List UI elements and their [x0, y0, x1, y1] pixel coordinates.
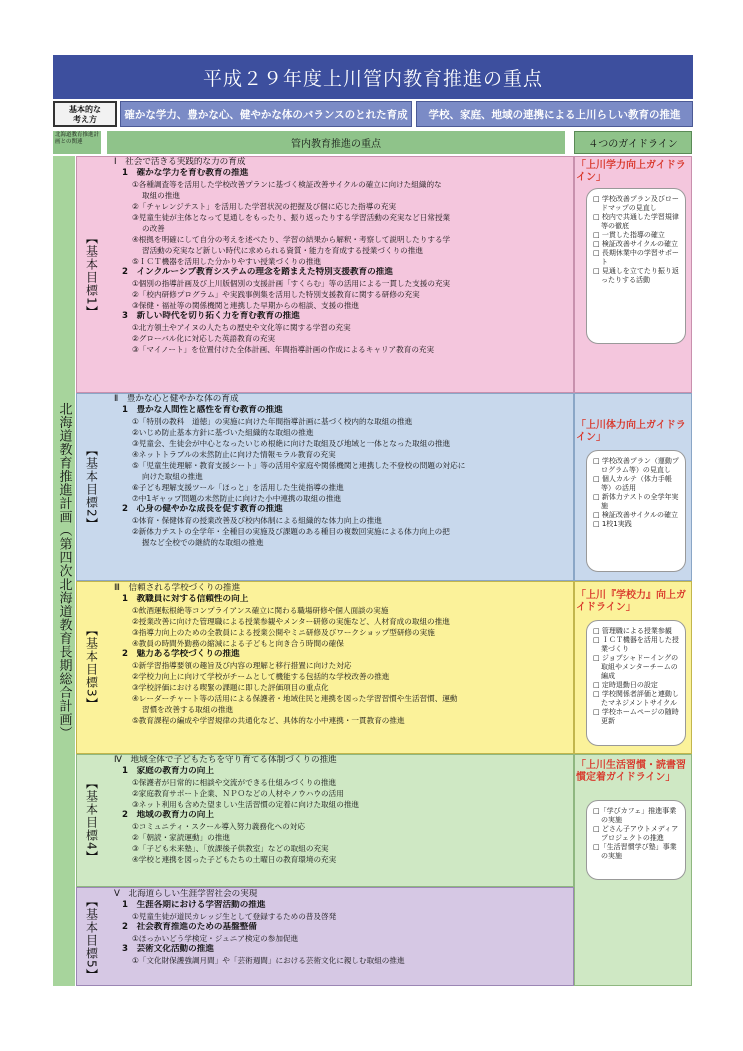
guideline-item: □ 1校1実践 — [593, 520, 632, 528]
basic-goal-3-label: 【基本目標3】 — [84, 623, 99, 711]
subsection-heading: 2 地域の教育力の向上 — [122, 810, 214, 820]
section-5-content — [108, 889, 573, 966]
item-text: ②グローバル化に対応した英語教育の充実 — [132, 334, 276, 343]
basic-goal-1-label: 【基本目標1】 — [84, 231, 99, 319]
section-4-content — [108, 755, 573, 865]
item-text: ②いじめ防止基本方針に基づいた組織的な取組の推進 — [132, 428, 314, 437]
plan-relation-header: 北海道教育推進計画との関連 — [53, 131, 101, 154]
item-text: ①「特別の教科 道徳」の実施に向けた年間指導計画に基づく校内的な取組の推進 — [132, 417, 413, 426]
section-2-content — [108, 394, 573, 548]
page-title: 平成２９年度上川管内教育推進の重点 — [53, 55, 693, 99]
item-text: ③児童生徒が主体となって見通しをもったり、振り返ったりする学習活動の充実など日常授業 — [132, 213, 451, 222]
guideline-item: □ 新体力テストの全学年実施 — [593, 493, 679, 510]
item-text: ②新体力テストの全学年・全種目の実施及び課題のある種目の複数回実施による体力向上の把 — [132, 527, 450, 536]
item-text: 習慣を改善する取組の推進 — [142, 705, 234, 714]
item-text: ①コミュニティ・スクール導入努力義務化への対応 — [132, 822, 305, 831]
item-text: ③学校評価における喫緊の課題に即した評価項目の重点化 — [132, 683, 329, 692]
item-text: ②「朝読・家読運動」の推進 — [132, 833, 230, 842]
section-heading: Ⅳ 地域全体で子どもたちを守り育てる体制づくりの推進 — [114, 755, 337, 765]
subsection-heading: 2 社会教育推進のための基盤整備 — [122, 922, 257, 932]
section-heading: Ⅱ 豊かな心と健やかな体の育成 — [114, 394, 239, 404]
guideline-2-box — [586, 450, 686, 572]
basic-goal-2-label: 【基本目標2】 — [84, 444, 99, 531]
guideline-2-title: 「上川体力向上ガイドライン」 — [576, 420, 686, 443]
item-text: ④学校と連携を図った子どもたちの土曜日の教育環境の充実 — [132, 855, 337, 864]
guideline-item: □ 個人カルテ（体力手帳等）の活用 — [593, 475, 672, 492]
item-text: ①各種調査等を活用した学校改善プランに基づく検証改善サイクルの確立に向けた組織的な — [132, 180, 442, 189]
guideline-item: □ 学校改善プラン及びロードマップの見直し — [593, 195, 679, 212]
banner-community-collaboration: 学校、家庭、地域の連携による上川らしい教育の推進 — [416, 101, 693, 127]
item-text: ⑤「児童生徒理解・教育支援シート」等の活用や家庭や関係機関と連携した不登校の問題の対応に — [132, 461, 466, 470]
item-text: 取組の推進 — [142, 191, 180, 200]
basic-label-line1: 基本的な — [69, 105, 101, 114]
subsection-heading: 3 芸術文化活動の推進 — [122, 944, 214, 954]
guideline-item: □ 学校ホームページの随時更新 — [593, 708, 679, 725]
item-text: ⑤ＩＣＴ機器を活用した分かりやすい授業づくりの推進 — [132, 257, 322, 266]
subsection-heading: 1 家庭の教育力の向上 — [122, 766, 214, 776]
guideline-item: □ 定時退勤日の設定 — [593, 681, 658, 689]
subsection-heading: 2 心身の健やかな成長を促す教育の推進 — [122, 504, 283, 514]
guideline-item: □ どさん子アウトメディアプロジェクトの推進 — [593, 825, 679, 842]
guideline-3-box — [586, 620, 686, 746]
item-text: ④根拠を明確にして自分の考えを述べたり、学習の結果から解釈・考察して説明したりする学 — [132, 235, 451, 244]
guideline-item: □ 検証改善サイクルの確立 — [593, 240, 678, 248]
main-column-header: 管内教育推進の重点 — [107, 131, 565, 154]
item-text: ⑤教育課程の編成や学習規律の共通化など、具体的な小中連携・一貫教育の推進 — [132, 716, 405, 725]
item-text: ④ネットトラブルの未然防止に向けた情報モラル教育の充実 — [132, 450, 336, 459]
item-text: ⑥子ども理解支援ツール「ほっと」を活用した生徒指導の推進 — [132, 483, 344, 492]
item-text: ①北方領土やアイヌの人たちの歴史や文化等に関する学習の充実 — [132, 323, 351, 332]
subsection-heading: 1 豊かな人間性と感性を育む教育の推進 — [122, 405, 283, 415]
item-text: ①児童生徒が道民カレッジ生として登録するための普及啓発 — [132, 912, 337, 921]
item-text: ③ネット利用も含めた望ましい生活習慣の定着に向けた取組の推進 — [132, 800, 360, 809]
guideline-1-box — [586, 188, 686, 344]
guideline-4-title: 「上川生活習慣・読書習慣定着ガイドライン」 — [576, 760, 686, 783]
subsection-heading: 1 確かな学力を育む教育の推進 — [122, 168, 249, 178]
subsection-heading: 3 新しい時代を切り拓く力を育む教育の推進 — [122, 311, 300, 321]
item-text: ①「文化財保護強調月間」や「芸術週間」における芸術文化に親しむ取組の推進 — [132, 956, 405, 965]
section-heading: Ⅲ 信頼される学校づくりの推進 — [114, 583, 241, 593]
subsection-heading: 2 インクルーシブ教育システムの理念を踏まえた特別支援教育の推進 — [122, 267, 393, 277]
item-text: の改善 — [142, 224, 165, 233]
hokkaido-plan-title: 北海道教育推進計画（第四次北海道教育長期総合計画） — [56, 402, 72, 740]
item-text: ④教員の時間外勤務の縮減による子どもと向き合う時間の確保 — [132, 639, 344, 648]
guideline-item: □ 一貫した指導の確立 — [593, 231, 665, 239]
guideline-column-header: ４つのガイドライン — [574, 131, 692, 154]
guideline-1-title: 「上川学力向上ガイドライン」 — [576, 160, 686, 183]
item-text: ③指導力向上のための全教員による授業公開やミニ研修及びワークショップ型研修の実施 — [132, 628, 435, 637]
guideline-3-title: 「上川『学校力』向上ガイドライン」 — [576, 590, 686, 613]
item-text: ①新学習指導要領の趣旨及び内容の理解と移行措置に向けた対応 — [132, 661, 352, 670]
guideline-item: □「学びカフェ」推進事業の実施 — [593, 807, 677, 824]
item-text: ①飲酒運転根絶等コンプライアンス確立に関わる職場研修や個人面談の実施 — [132, 606, 389, 615]
guideline-item: □ 学校改善プラン（運動プログラム等）の見直し — [593, 457, 679, 474]
basic-goal-5-label: 【基本目標5】 — [84, 895, 99, 982]
subsection-heading: 2 魅力ある学校づくりの推進 — [122, 649, 240, 659]
section-heading: Ⅰ 社会で活きる実践的な力の育成 — [114, 157, 246, 167]
guideline-item: □「生活習慣学び塾」事業の実施 — [593, 843, 677, 860]
banner-balanced-growth: 確かな学力、豊かな心、健やかな体のバランスのとれた育成 — [120, 101, 412, 127]
item-text: ③保健・福祉等の関係機関と連携した早期からの相談、支援の推進 — [132, 301, 360, 310]
item-text: ②学校力向上に向けて学校がチームとして機能する包括的な学校改善の推進 — [132, 672, 390, 681]
item-text: 握など全校での継続的な取組の推進 — [142, 538, 264, 547]
basic-goal-4-label: 【基本目標4】 — [84, 776, 99, 864]
guideline-item: □ 見通しを立てたり振り返ったりする活動 — [593, 267, 679, 284]
guideline-4-box — [586, 800, 686, 880]
item-text: ④レーダーチャート等の活用による保護者・地域住民と連携を図った学習習慣や生活習慣、運動 — [132, 694, 458, 703]
item-text: ③児童会、生徒会が中心となったいじめ根絶に向けた取組及び地域と一体となった取組の推進 — [132, 439, 451, 448]
guideline-item: □ 学校関係者評価と連動したマネジメントサイクル — [593, 690, 679, 707]
guideline-item: □ 検証改善サイクルの確立 — [593, 511, 678, 519]
subsection-heading: 1 生涯各期における学習活動の推進 — [122, 900, 266, 910]
section-heading: Ⅴ 北海道らしい生涯学習社会の実現 — [114, 889, 258, 899]
item-text: ①保護者が日常的に相談や交流ができる仕組みづくりの推進 — [132, 778, 337, 787]
item-text: ③「子ども未来塾」、「放課後子供教室」などの取組の充実 — [132, 844, 329, 853]
item-text: ⑦中1ギャップ問題の未然防止に向けた小中連携の取組の推進 — [132, 494, 342, 503]
subsection-heading: 1 教職員に対する信頼性の向上 — [122, 594, 249, 604]
item-text: ①体育・保健体育の授業改善及び校内体制による組織的な体力向上の推進 — [132, 516, 382, 525]
item-text: ②授業改善に向けた管理職による授業参観やメンター研修の実施など、人材育成の取組の推進 — [132, 617, 450, 626]
guideline-item: □ 管理職による授業参観 — [593, 627, 672, 635]
guideline-item: □ 校内で共通した学習規律等の徹底 — [593, 213, 679, 230]
item-text: ②家庭教育サポート企業、ＮＰＯなどの人材やノウハウの活用 — [132, 789, 344, 798]
guideline-item: □ ジョブシャドーイングの取組やメンターチームの編成 — [593, 654, 679, 680]
guideline-item: □ 長期休業中の学習サポート — [593, 249, 679, 266]
basic-concept-label — [53, 101, 117, 127]
item-text: ①ほっかいどう学検定・ジュニア検定の参加促進 — [132, 934, 299, 943]
guideline-item: □ ＩＣＴ機器を活用した授業づくり — [593, 636, 679, 653]
item-text: ①個別の指導計画及び上川版個別の支援計画「すくらむ」等の活用による一貫した支援の充実 — [132, 279, 451, 288]
item-text: ③「マイノート」を位置付けた全体計画、年間指導計画の作成によるキャリア教育の充実 — [132, 345, 435, 354]
item-text: 向けた取組の推進 — [142, 472, 203, 481]
item-text: ②「チャレンジテスト」を活用した学習状況の把握及び個に応じた指導の充実 — [132, 202, 397, 211]
item-text: ②「校内研修プログラム」や実践事例集を活用した特別支援教育に関する研修の充実 — [132, 290, 420, 299]
section-1-content — [108, 157, 573, 355]
section-3-content — [108, 583, 573, 726]
basic-label-line2: 考え方 — [73, 115, 97, 124]
item-text: 習活動の充実など新しい時代に求められる資質・能力を育成する授業づくりの推進 — [142, 246, 423, 255]
